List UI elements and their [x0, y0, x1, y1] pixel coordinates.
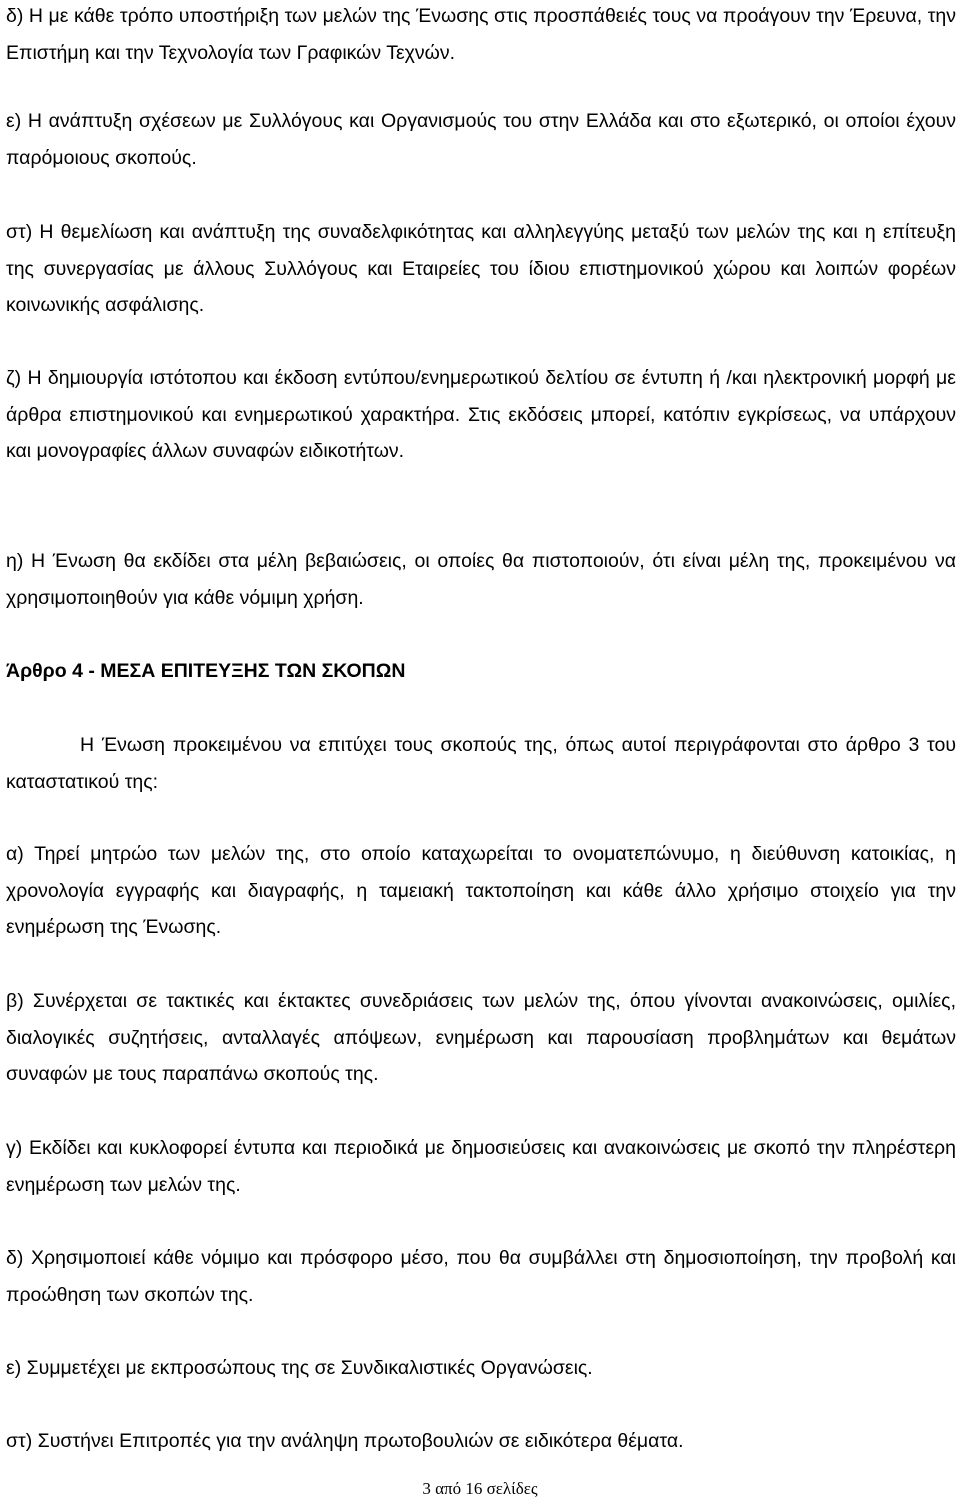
paragraph-zeta: ζ) Η δημιουργία ιστότοπου και έκδοση εντύπου/ενημερωτικού δελτίου σε έντυπη ή /και ηλεκτρονική μορφή με άρθρα επιστημονικού και ενημερωτικού χαρακτήρα. Στις εκδόσεις μπορεί, κατόπιν εγκρίσεως, να υπάρχουν και μονογραφίες άλλων συναφών ειδικοτήτων.	[6, 367, 956, 462]
item-st: στ) Συστήνει Επιτροπές για την ανάληψη πρωτοβουλιών σε ειδικότερα θέματα.	[6, 1430, 684, 1452]
paragraph-delta: δ) Η με κάθε τρόπο υποστήριξη των μελών της Ένωσης στις προσπάθειές τους να προάγουν την Έρευνα, την Επιστήμη και την Τεχνολογία των Γραφικών Τεχνών.	[6, 5, 956, 64]
item-alpha: α) Τηρεί μητρώο των μελών της, στο οποίο καταχωρείται το ονοματεπώνυμο, η διεύθυνση κατοικίας, η χρονολογία εγγραφής και διαγραφής, η ταμειακή τακτοποίηση και κάθε άλλο χρήσιμο στοιχείο για την ενημέρωση της Ένωσης.	[6, 843, 956, 938]
paragraph-epsilon: ε) Η ανάπτυξη σχέσεων με Συλλόγους και Οργανισμούς του στην Ελλάδα και στο εξωτερικό, οι οποίοι έχουν παρόμοιους σκοπούς.	[6, 110, 956, 169]
item-delta: δ) Χρησιμοποιεί κάθε νόμιμο και πρόσφορο μέσο, που θα συμβάλλει στη δημοσιοποίηση, την προβολή και προώθηση των σκοπών της.	[6, 1247, 956, 1306]
article-heading: Άρθρο 4 - ΜΕΣΑ ΕΠΙΤΕΥΞΗΣ ΤΩΝ ΣΚΟΠΩΝ	[6, 660, 406, 682]
item-beta: β) Συνέρχεται σε τακτικές και έκτακτες συνεδριάσεις των μελών της, όπου γίνονται ανακοινώσεις, ομιλίες, διαλογικές συζητήσεις, ανταλλαγές απόψεων, ενημέρωση και παρουσίαση προβλημάτων και θεμάτων συναφών με τους παραπάνω σκοπούς της.	[6, 990, 956, 1085]
paragraph-eta: η) Η Ένωση θα εκδίδει στα μέλη βεβαιώσεις, οι οποίες θα πιστοποιούν, ότι είναι μέλη της, προκειμένου να χρησιμοποιηθούν για κάθε νόμιμη χρήση.	[6, 550, 956, 609]
item-gamma: γ) Εκδίδει και κυκλοφορεί έντυπα και περιοδικά με δημοσιεύσεις και ανακοινώσεις με σκοπό την πληρέστερη ενημέρωση των μελών της.	[6, 1137, 956, 1196]
item-epsilon: ε) Συμμετέχει με εκπροσώπους της σε Συνδικαλιστικές Οργανώσεις.	[6, 1357, 593, 1379]
page-number-footer: 3 από 16 σελίδες	[422, 1479, 538, 1498]
article-intro: Η Ένωση προκειμένου να επιτύχει τους σκοπούς της, όπως αυτοί περιγράφονται στο άρθρο 3 του καταστατικού της:	[6, 734, 956, 793]
paragraph-st: στ) Η θεμελίωση και ανάπτυξη της συναδελφικότητας και αλληλεγγύης μεταξύ των μελών της και η επίτευξη της συνεργασίας με άλλους Συλλόγους και Εταιρείες του ίδιου επιστημονικού χώρου και λοιπών φορέων κοινωνικής ασφάλισης.	[6, 221, 956, 316]
